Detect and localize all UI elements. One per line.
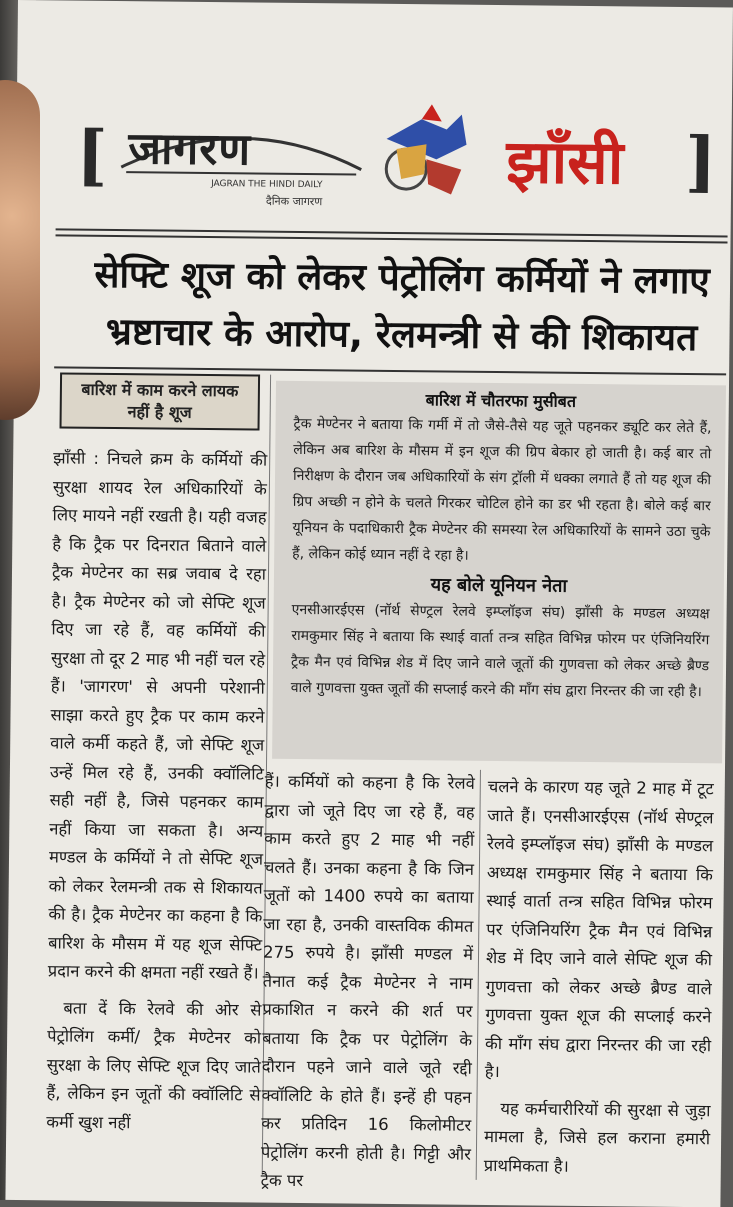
newspaper-page bbox=[5, 0, 733, 1207]
jagran-logo bbox=[116, 112, 367, 210]
right-column bbox=[484, 773, 714, 1182]
middle-column bbox=[260, 768, 474, 1198]
headline-line-1: सेफ्टि शूज को लेकर पेट्रोलिंग कर्मियों ने लगाए bbox=[94, 252, 710, 303]
middle-paragraph: हैं। कर्मियों को कहना है कि रेलवे द्वारा जो जूते दिए जा रहे हैं, वह काम करते हुए 2 माह भी नहीं चलते हैं। उनका कहना है कि जिन जूतों को 1400 रुपये का बताया जा रहा है, उनकी वास्तविक कीमत 275 रुपये है। झाँसी मण्डल में तैनात कई ट्रैक मेण्टेनर ने नाम प्रकाशित न करने की शर्त पर बताया कि ट्रैक पर पेट्रोलिंग के दौरान पहने जाने वाले जूते रद्दी क्वॉलिटि के होते हैं। इन्हें ही पहन कर प्रतिदिन 16 किलोमीटर पेट्रोलिंग करनी होती है। गिट्टी और ट्रैक पर bbox=[260, 771, 475, 1191]
headline-line-2: भ्रष्टाचार के आरोप, रेलमन्त्री से की शिकायत bbox=[105, 309, 698, 360]
masthead bbox=[76, 106, 717, 223]
city-name: झाँसी bbox=[505, 127, 624, 199]
box-title-union: यह बोले यूनियन नेता bbox=[430, 574, 568, 597]
thumb bbox=[0, 80, 40, 420]
bracket-right: ] bbox=[684, 121, 717, 201]
column-divider-2 bbox=[476, 770, 481, 1180]
box-text-rain: ट्रैक मेण्टेनर ने बताया कि गर्मी में तो जैसे-तैसे यह जूते पहनकर ड्यूटि कर लेते हैं, लेकिन अब बारिश के मौसम में इन शूज की ग्रिप बेकार हो जाती है। कई बार तो निरीक्षण के दौरान जब अधिकारियों के संग ट्रॉली में धक्का लगाते हैं तो यह शूज की ग्रिप अच्छी न होने के चलते गिरकर चोटिल होने का डर भी रहता है। बोले कई बार यूनियन के पदाधिकारी ट्रैक मेण्टेनर की समस्या रेल अधिकारियों के सामने उठा चुके हैं, लेकिन कोई ध्यान नहीं दे रहा है। bbox=[292, 415, 712, 564]
right-paragraph-2: यह कर्मचारीरियों की सुरक्षा से जुड़ा मामला है, जिसे हल कराना हमारी प्राथमिकता है। bbox=[483, 1098, 711, 1176]
right-paragraph-1: चलने के कारण यह जूते 2 माह में टूट जाते हैं। एनसीआरईएस (नॉर्थ सेण्ट्रल रेलवे इम्प्लॉइज संघ) झाँसी के मण्डल अध्यक्ष रामकुमार सिंह ने बताया कि स्थाई वार्ता तन्त्र सहित विभिन्न फोरम पर एंजिनियरिंग ट्रैक मैन एवं विभिन्न शेड में दिए जाने वाले सेफ्टि शूज की गुणवत्ता को लेकर अच्छे ब्रैण्ड वाले गुणवत्ता युक्त शूज की सप्लाई करने की माँग संघ द्वारा निरन्तर की जा रही है। bbox=[484, 776, 714, 1082]
box-title-rain: बारिश में चौतरफा मुसीबत bbox=[425, 390, 577, 411]
headline bbox=[76, 246, 727, 367]
chariot-illustration bbox=[366, 99, 477, 210]
box-text-union: एनसीआरईएस (नॉर्थ सेण्ट्रल रेलवे इम्प्लॉइज संघ) झाँसी के मण्डल अध्यक्ष रामकुमार सिंह ने बताया कि स्थाई वार्ता तन्त्र सहित विभिन्न फोरम पर एंजिनियरिंग ट्रैक मैन एवं विभिन्न शेड में दिए जाने वाले जूतों की गुणवत्ता को लेकर अच्छे ब्रैण्ड वाले गुणवत्ता युक्त जूतों की सप्लाई करने की माँग संघ द्वारा निरन्तर की जा रही है। bbox=[290, 601, 710, 701]
logo-brand: दैनिक जागरण bbox=[265, 194, 323, 209]
left-body bbox=[46, 444, 267, 1138]
logo-tagline: JAGRAN THE HINDI DAILY bbox=[211, 179, 323, 191]
left-column bbox=[46, 372, 268, 1138]
bracket-left: [ bbox=[75, 115, 109, 194]
left-paragraph-2: बता दें कि रेलवे की ओर से पेट्रोलिंग कर्मी/ ट्रैक मेण्टेनर को सुरक्षा के लिए सेफ्टि शूज दिए जाते हैं, लेकिन इन जूतों की क्वॉलिटि से कर्मी खुश नहीं bbox=[46, 998, 262, 1132]
left-paragraph-1: झाँसी : निचले क्रम के कर्मियों की सुरक्षा शायद रेल अधिकारियों के लिए मायने नहीं रखती है। यही वजह है कि ट्रैक पर दिनरात बिताने वाले ट्रैक मेण्टेनर का सब्र जवाब दे रहा है। ट्रैक मेण्टेनर को जो सेफ्टि शूज दिए जा रहे हैं, वह कर्मियों की सुरक्षा तो दूर 2 माह भी नहीं चल रहे हैं। 'जागरण' से अपनी परेशानी साझा करते हुए ट्रैक पर काम करने वाले कर्मी कहते हैं, जो सेफ्टि शूज उन्हें मिल रहे हैं, उनकी क्वॉलिटि सही नहीं है, जिसे पहनकर काम नहीं किया जा सकता है। अन्य मण्डल के कर्मियों ने तो सेफ्टि शूज को लेकर रेलमन्त्री तक से शिकायत की है। ट्रैक मेण्टेनर का कहना है कि बारिश के मौसम में यह शूज सेफ्टि प्रदान करने की क्षमता नहीं रखते हैं। bbox=[47, 448, 268, 983]
sidebar-box bbox=[272, 381, 726, 764]
logo-wordmark: जागरण bbox=[128, 123, 252, 176]
left-subhead: बारिश में काम करने लायक नहीं है शूज bbox=[60, 372, 261, 430]
